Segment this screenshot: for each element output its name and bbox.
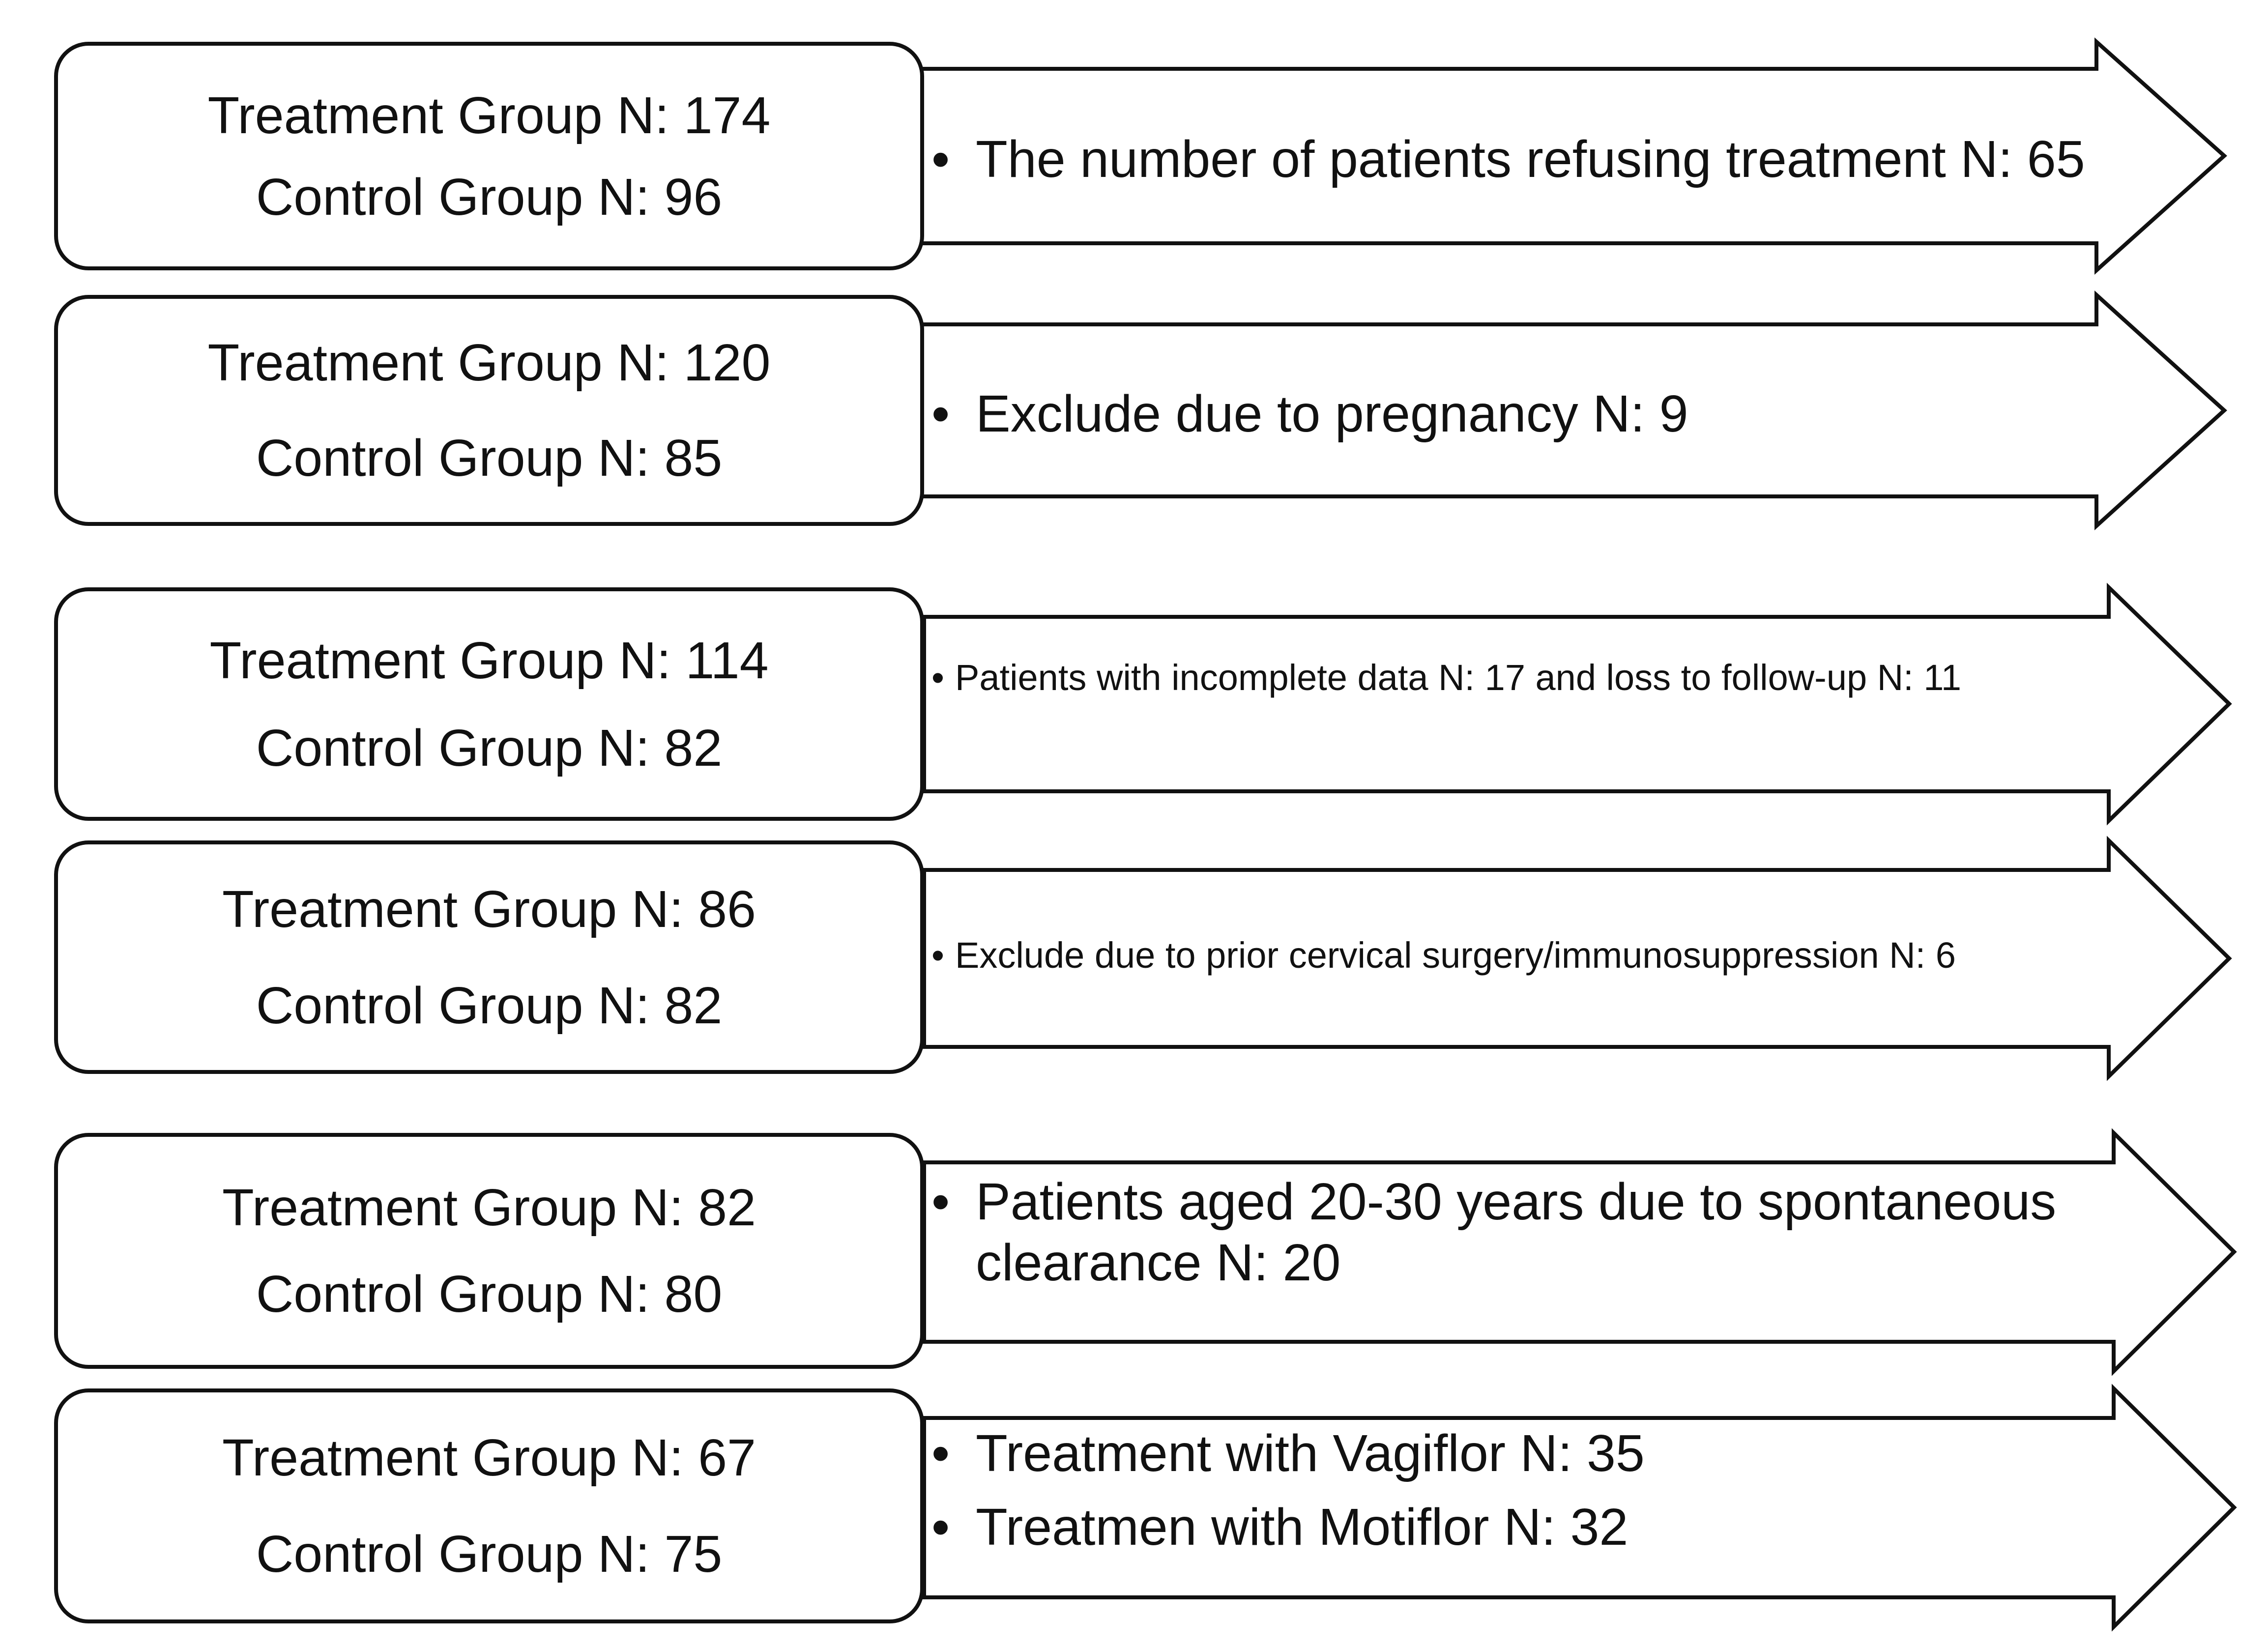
bullet-item: • Patients with incomplete data N: 17 and loss to follow-up N: 11 [931, 657, 1962, 698]
flow-row-4 [0, 840, 2268, 1076]
treatment-group-count: Treatment Group N: 82 [222, 1179, 756, 1237]
control-group-count: Control Group N: 80 [256, 1265, 723, 1323]
bullet-item: • Treatmen with Motiflor N: 32 [931, 1498, 1628, 1557]
bullet-item: • Treatment with Vagiflor N: 35 [931, 1424, 1645, 1482]
group-box [54, 1133, 924, 1369]
bullet-item: • Exclude due to pregnancy N: 9 [931, 385, 1688, 443]
control-group-count: Control Group N: 82 [256, 719, 723, 777]
group-box [54, 840, 924, 1074]
exclusion-note [931, 656, 2121, 700]
exclusion-note [931, 1423, 2121, 1558]
flow-row-3 [0, 587, 2268, 821]
group-box [54, 295, 924, 526]
group-box [54, 587, 924, 821]
treatment-group-count: Treatment Group N: 174 [207, 86, 771, 144]
exclusion-note [931, 383, 2121, 444]
control-group-count: Control Group N: 85 [256, 429, 723, 487]
bullet-item: • The number of patients refusing treatment N: 65 [931, 130, 2085, 188]
control-group-count: Control Group N: 96 [256, 168, 723, 226]
exclusion-note [931, 1171, 2101, 1293]
control-group-count: Control Group N: 75 [256, 1525, 723, 1583]
flow-row-1 [0, 42, 2268, 270]
treatment-group-count: Treatment Group N: 120 [207, 334, 771, 392]
flow-row-6 [0, 1388, 2268, 1627]
treatment-group-count: Treatment Group N: 114 [209, 631, 769, 690]
group-box [54, 42, 924, 270]
flow-row-2 [0, 295, 2268, 526]
exclusion-note [931, 934, 2121, 978]
bullet-item: • Patients aged 20-30 years due to spontaneous clearance N: 20 [931, 1173, 2057, 1292]
group-box [54, 1388, 924, 1623]
flow-row-5 [0, 1133, 2268, 1371]
treatment-group-count: Treatment Group N: 67 [222, 1429, 756, 1487]
exclusion-note [931, 129, 2121, 190]
bullet-item: • Exclude due to prior cervical surgery/immunosuppression N: 6 [931, 935, 1956, 976]
treatment-group-count: Treatment Group N: 86 [222, 880, 756, 938]
control-group-count: Control Group N: 82 [256, 976, 723, 1035]
